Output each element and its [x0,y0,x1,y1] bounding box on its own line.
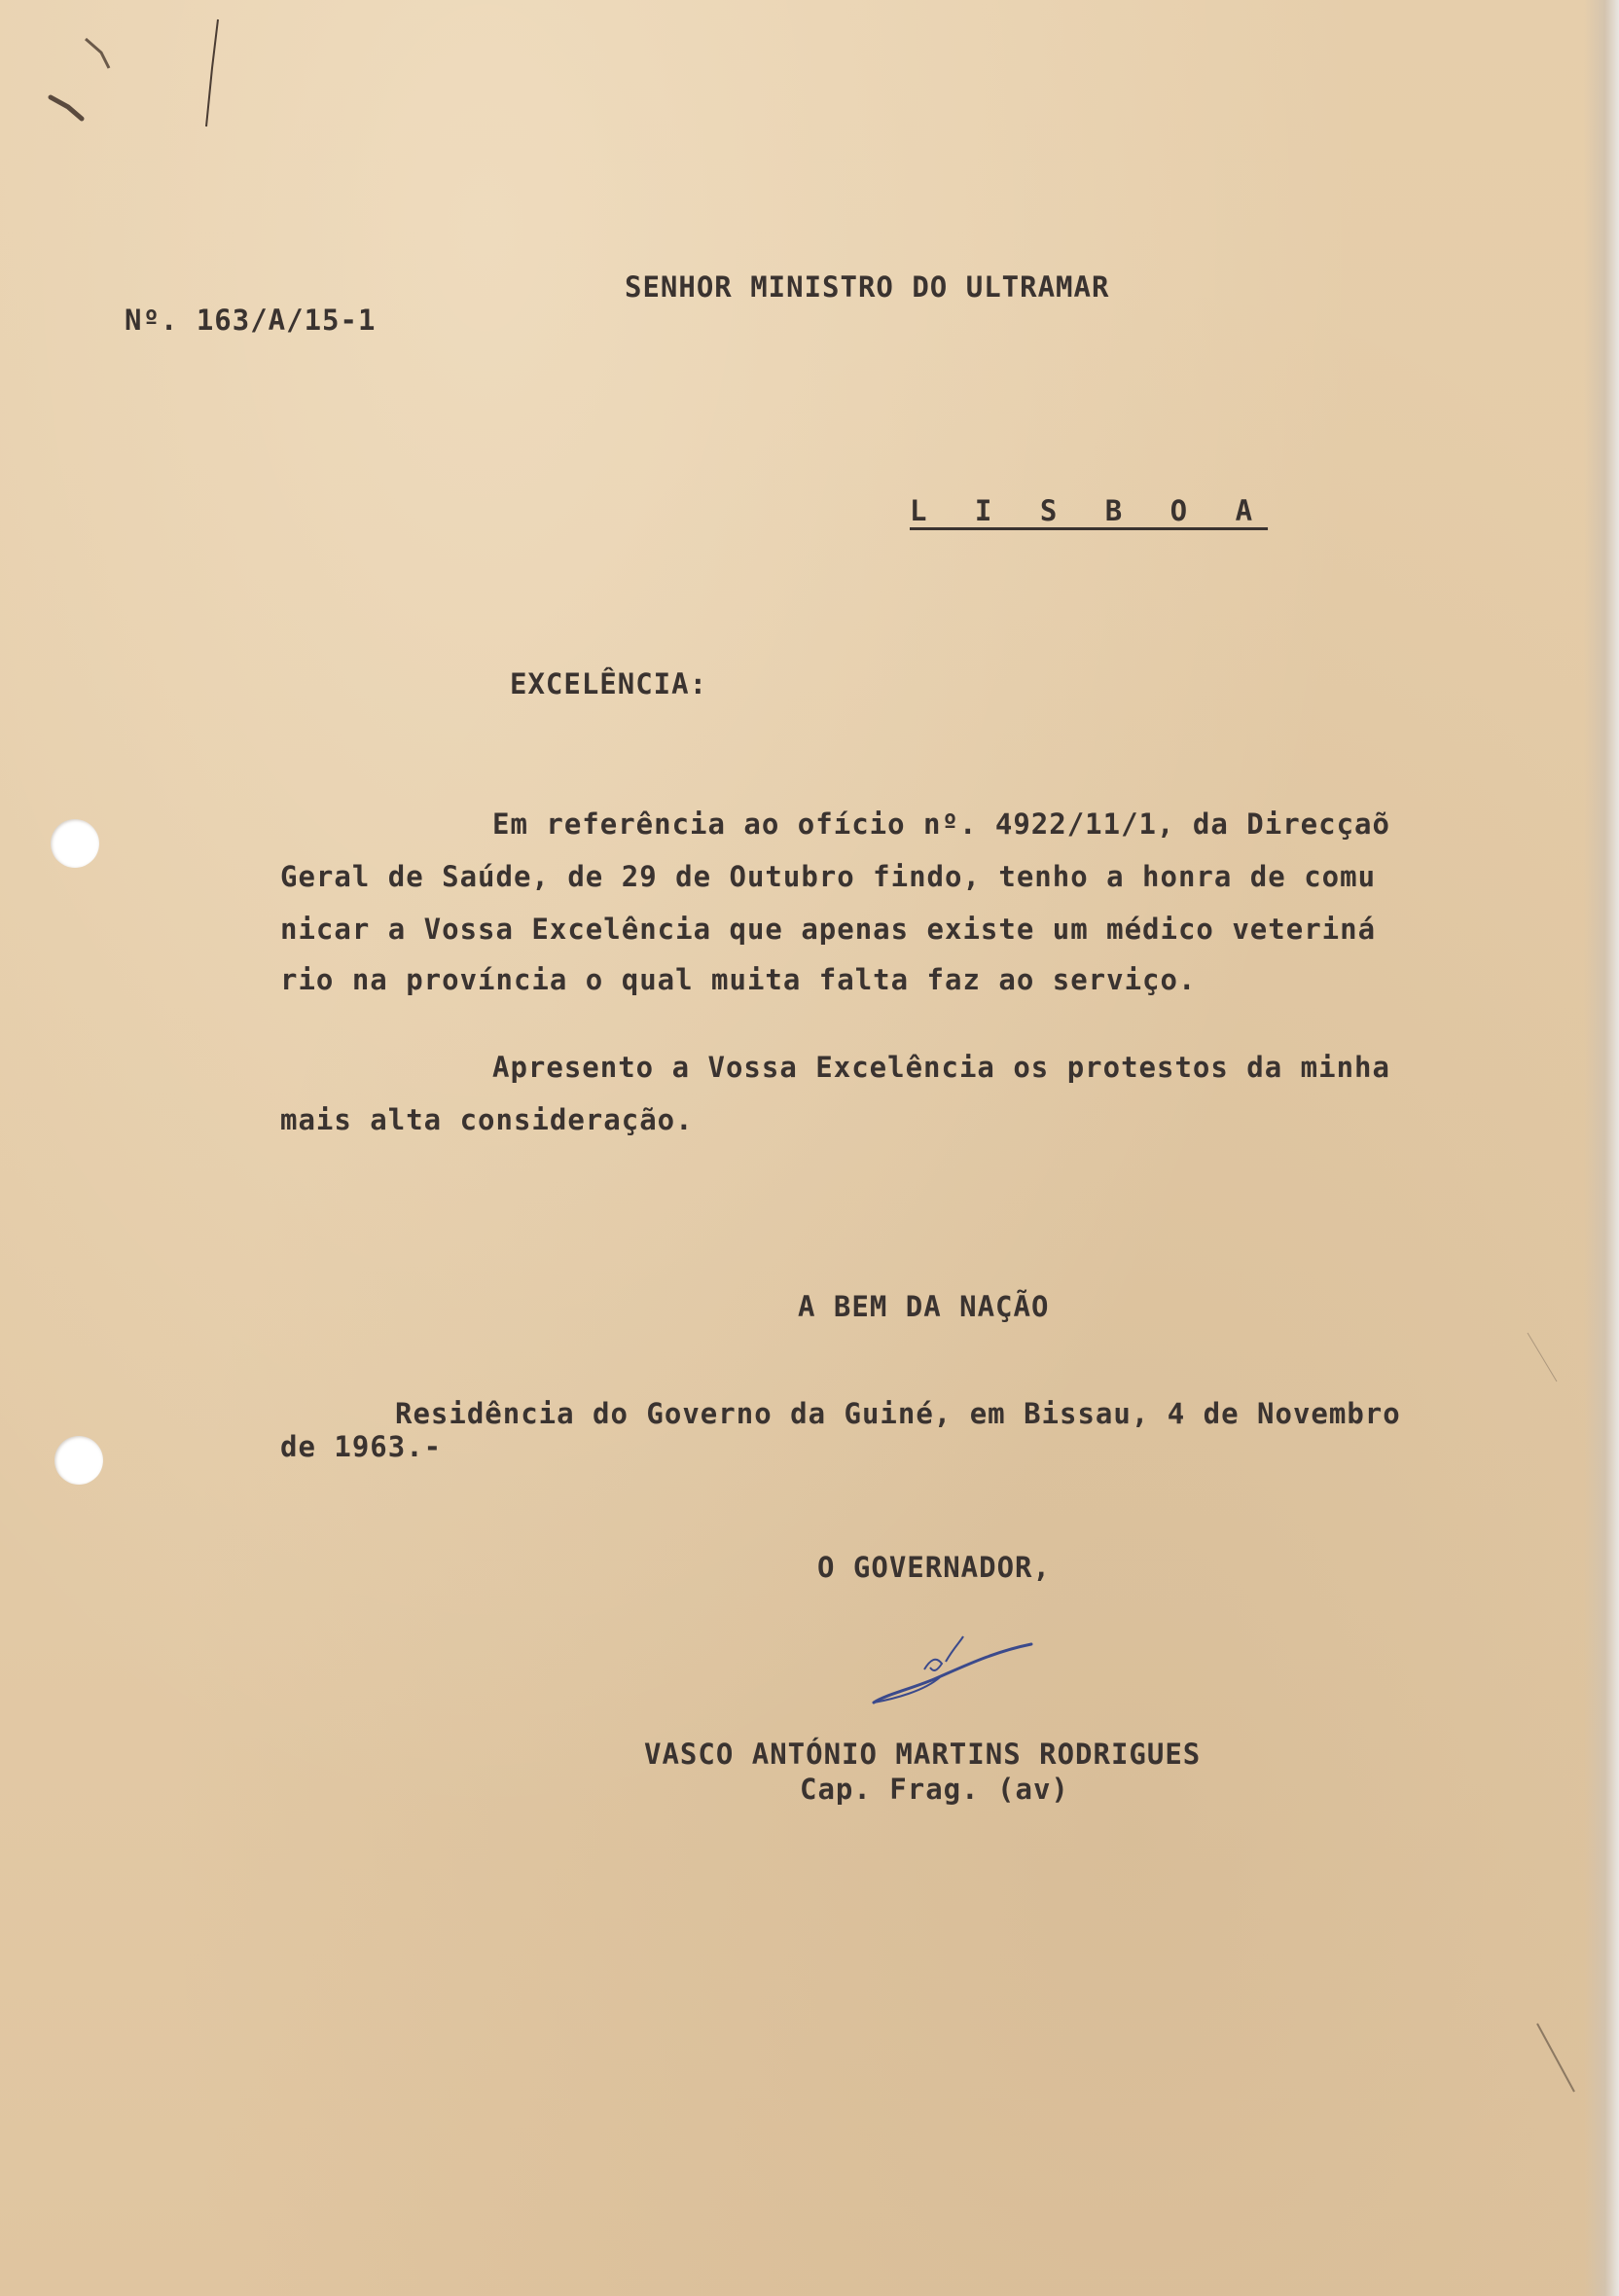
paragraph-1-line-3: nicar a Vossa Excelência que apenas existe um médico veteriná [280,913,1377,946]
place-date-line-1: Residência do Governo da Guiné, em Bissau, 4 de Novembro [395,1397,1401,1430]
governor-title: O GOVERNADOR, [817,1551,1051,1584]
paragraph-1-line-2: Geral de Saúde, de 29 de Outubro findo, tenho a honra de comu [280,860,1377,893]
punch-hole-bottom [54,1436,103,1485]
paragraph-2-line-1: Apresento a Vossa Excelência os protestos da minha [492,1051,1390,1084]
signature-icon [866,1631,1041,1708]
motto: A BEM DA NAÇÃO [798,1290,1050,1323]
punch-hole-top [51,819,99,868]
addressee: SENHOR MINISTRO DO ULTRAMAR [625,270,1110,304]
place-date-line-2: de 1963.- [280,1430,443,1463]
signer-name: VASCO ANTÓNIO MARTINS RODRIGUES [644,1738,1202,1771]
stray-marks [39,10,253,204]
city: L I S B O A [910,494,1269,527]
crease-marks [1518,1323,1615,2101]
paragraph-1-line-4: rio na província o qual muita falta faz ao serviço. [280,963,1197,996]
paragraph-2-line-2: mais alta consideração. [280,1103,694,1136]
paragraph-1-line-1: Em referência ao ofício nº. 4922/11/1, da Direcçaõ [492,807,1390,841]
salutation: EXCELÊNCIA: [510,667,708,700]
reference-number: Nº. 163/A/15-1 [125,304,377,337]
signer-rank: Cap. Frag. (av) [800,1773,1069,1806]
